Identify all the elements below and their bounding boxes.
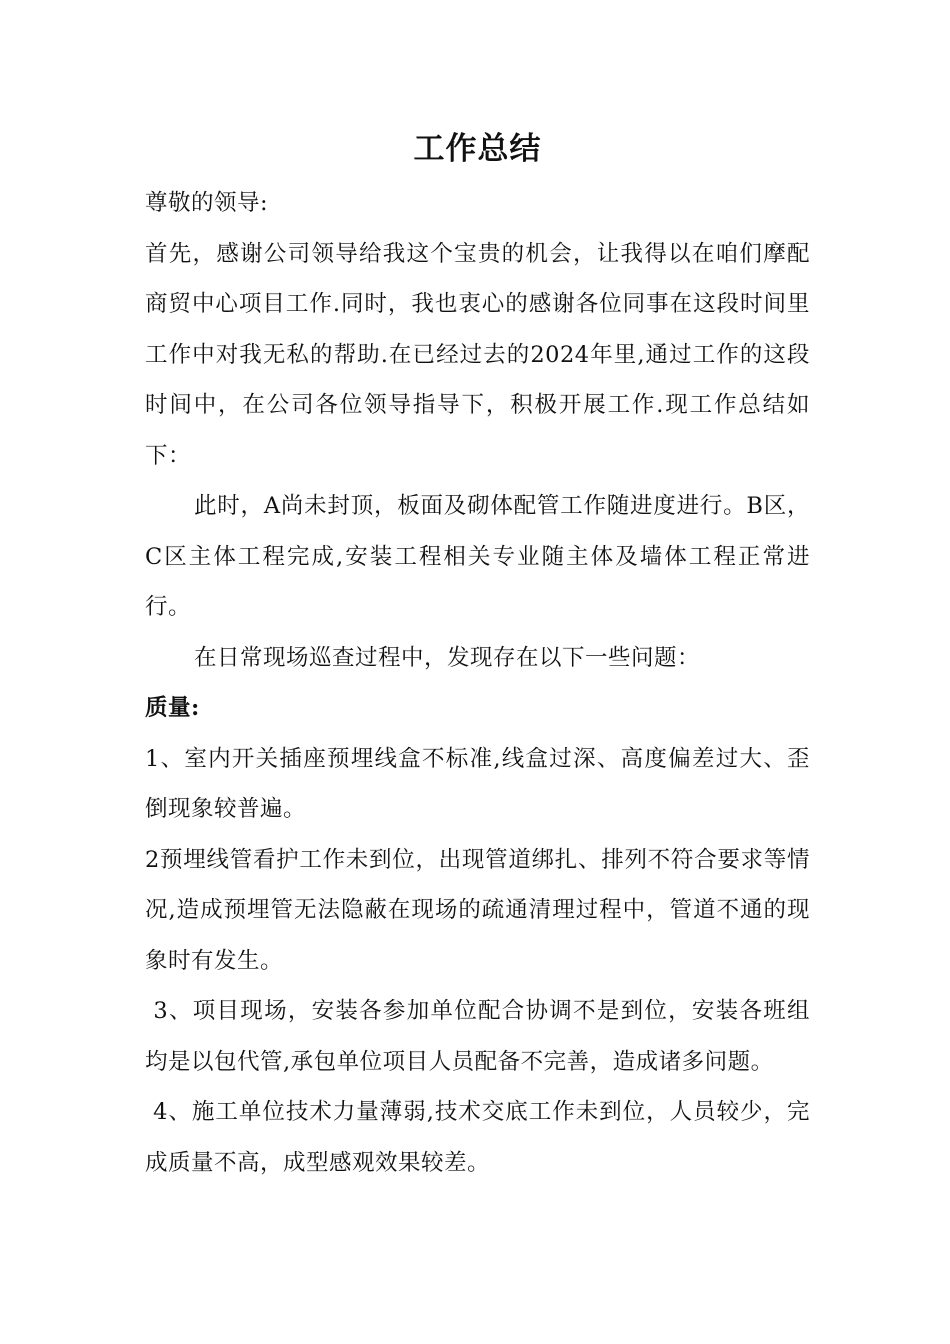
progress-paragraph: 此时，A尚未封顶，板面及砌体配管工作随进度进行。B区，C区主体工程完成,安装工程相关专业随主体及墙体工程正常进行。 <box>145 493 810 620</box>
issue-item-3: 3、项目现场，安装各参加单位配合协调不是到位，安装各班组均是以包代管,承包单位项目人员配备不完善，造成诸多问题。 <box>145 998 810 1075</box>
salutation: 尊敬的领导: <box>145 190 269 216</box>
inspection-paragraph: 在日常现场巡查过程中，发现存在以下一些问题： <box>194 644 701 671</box>
issue-item-4: 4、施工单位技术力量薄弱,技术交底工作未到位，人员较少，完成质量不高，成型感观效果较差。 <box>145 1099 811 1176</box>
document-title: 工作总结 <box>413 131 542 167</box>
issue-item-2: 2预埋线管看护工作未到位，出现管道绑扎、排列不符合要求等情况,造成预埋管无法隐蔽在现场的疏通清理过程中，管道不通的现象时有发生。 <box>145 846 810 974</box>
intro-paragraph: 首先，感谢公司领导给我这个宝贵的机会，让我得以在咱们摩配商贸中心项目工作.同时，我也衷心的感谢各位同事在这段时间里工作中对我无私的帮助.在已经过去的2024年里,通过工作的这段时间中，在公司各位领导指导下，积极开展工作.现工作总结如下： <box>145 240 810 469</box>
issue-item-1: 1、室内开关插座预埋线盒不标准,线盒过深、高度偏差过大、歪倒现象较普遍。 <box>145 745 810 822</box>
quality-heading: 质量: <box>145 695 200 721</box>
document-body <box>145 126 810 1188</box>
